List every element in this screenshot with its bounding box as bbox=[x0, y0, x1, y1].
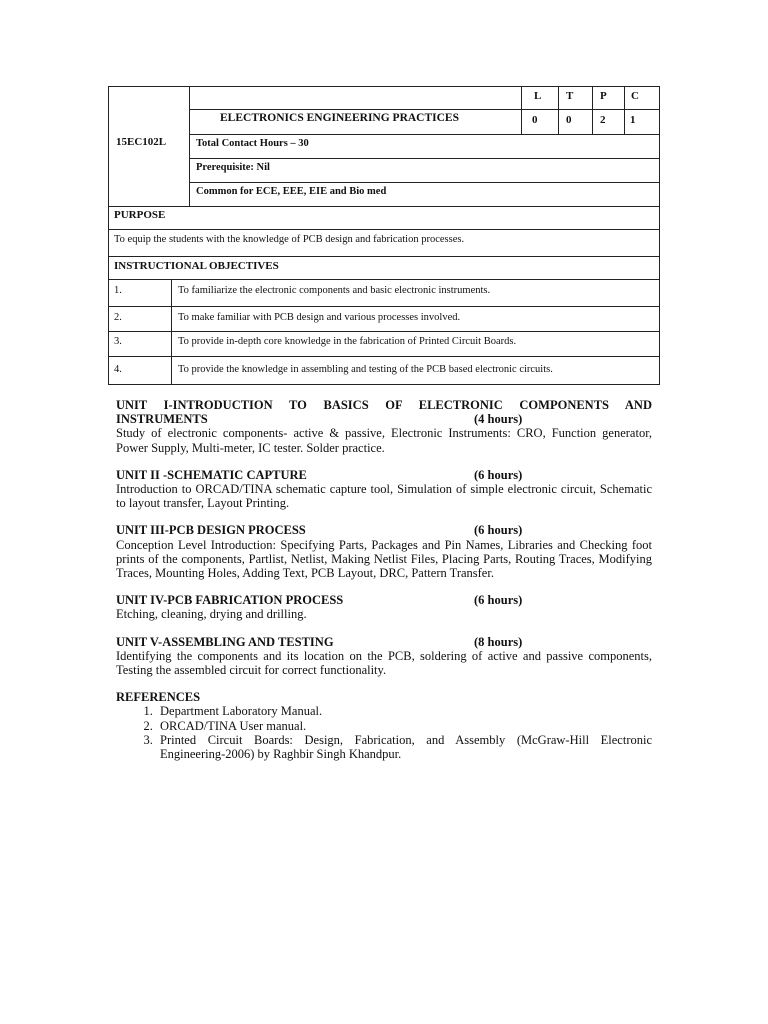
ltpc-l-value: 0 bbox=[532, 114, 538, 126]
contact-hours: Total Contact Hours – 30 bbox=[196, 138, 309, 149]
objective-text-1: To familiarize the electronic components and basic electronic instruments. bbox=[178, 285, 491, 296]
objective-num-4: 4. bbox=[114, 364, 122, 375]
unit-5-hours: (8 hours) bbox=[474, 634, 523, 649]
ltpc-t-value: 0 bbox=[566, 114, 572, 126]
purpose-text: To equip the students with the knowledge of PCB design and fabrication processes. bbox=[114, 234, 465, 245]
course-grid bbox=[108, 86, 659, 384]
unit-4-title: UNIT IV-PCB FABRICATION PROCESS bbox=[116, 593, 344, 608]
references-label: REFERENCES bbox=[116, 690, 201, 705]
ltpc-t-header: T bbox=[566, 90, 574, 102]
course-title: ELECTRONICS ENGINEERING PRACTICES bbox=[220, 112, 459, 124]
unit-2-heading bbox=[116, 468, 652, 482]
common-for: Common for ECE, EEE, EIE and Bio med bbox=[196, 186, 387, 197]
unit-2-body: Introduction to ORCAD/TINA schematic capture tool, Simulation of simple electronic circuit, Schematic to layout transfer, Layout Printing. bbox=[116, 482, 652, 511]
objective-num-3: 3. bbox=[114, 336, 122, 347]
unit-1-heading-line2: INSTRUMENTS bbox=[116, 412, 208, 427]
purpose-label: PURPOSE bbox=[114, 209, 166, 221]
prerequisite: Prerequisite: Nil bbox=[196, 162, 270, 173]
unit-5-heading bbox=[116, 635, 652, 649]
references-section bbox=[116, 690, 652, 761]
objective-text-2: To make familiar with PCB design and various processes involved. bbox=[178, 312, 461, 323]
unit-1-hours: (4 hours) bbox=[474, 412, 523, 427]
course-code-text: 15EC102L bbox=[116, 136, 167, 148]
ltpc-c-header: C bbox=[631, 90, 639, 102]
unit-5-body: Identifying the components and its location on the PCB, soldering of active and passive components, Testing the assembled circuit for correct functionality. bbox=[116, 648, 652, 678]
unit-1-heading-cont bbox=[116, 412, 652, 426]
reference-item: 2. ORCAD/TINA User manual. bbox=[156, 719, 652, 733]
unit-3-title: UNIT III-PCB DESIGN PROCESS bbox=[116, 523, 306, 538]
ltpc-p-header: P bbox=[600, 90, 607, 102]
unit-4-heading bbox=[116, 593, 652, 607]
ltpc-c-value: 1 bbox=[630, 114, 636, 126]
objective-num-2: 2. bbox=[114, 312, 122, 323]
unit-3-hours: (6 hours) bbox=[474, 523, 523, 538]
unit-4-hours: (6 hours) bbox=[474, 593, 523, 608]
unit-5-title: UNIT V-ASSEMBLING AND TESTING bbox=[116, 634, 334, 649]
reference-item: 3. Printed Circuit Boards: Design, Fabrication, and Assembly (McGraw-Hill Electronic Engineering-2006) by Raghbir Singh Khandpur. bbox=[156, 733, 652, 761]
unit-1-body: Study of electronic components- active & passive, Electronic Instruments: CRO, Function generator, Power Supply, Multi-meter, IC tester. Solder practice. bbox=[116, 426, 652, 455]
objective-text-3: To provide in-depth core knowledge in the fabrication of Printed Circuit Boards. bbox=[178, 336, 517, 347]
objective-num-1: 1. bbox=[114, 285, 122, 296]
unit-3-body: Conception Level Introduction: Specifying Parts, Packages and Pin Names, Libraries and Checking foot prints of the components, Partlist, Netlist, Making Netlist Files, Placing Parts, Routing Traces, Modifying Traces, Mounting Holes, Adding Text, PCB Layout, DRC, Pattern Transfer. bbox=[116, 537, 652, 581]
ltpc-p-value: 2 bbox=[600, 114, 606, 126]
ltpc-l-header: L bbox=[534, 90, 542, 102]
unit-4-body: Etching, cleaning, drying and drilling. bbox=[116, 607, 307, 622]
unit-2-hours: (6 hours) bbox=[474, 467, 523, 482]
unit-1-heading: UNIT I-INTRODUCTION TO BASICS OF ELECTRONIC COMPONENTS AND bbox=[116, 398, 652, 412]
unit-2-title: UNIT II -SCHEMATIC CAPTURE bbox=[116, 467, 307, 482]
unit-3-heading bbox=[116, 523, 652, 537]
objectives-label: INSTRUCTIONAL OBJECTIVES bbox=[114, 260, 279, 272]
objective-text-4: To provide the knowledge in assembling and testing of the PCB based electronic circuits. bbox=[178, 364, 553, 375]
references-list bbox=[116, 704, 652, 761]
reference-item: 1. Department Laboratory Manual. bbox=[156, 704, 652, 718]
units-section bbox=[116, 398, 652, 761]
